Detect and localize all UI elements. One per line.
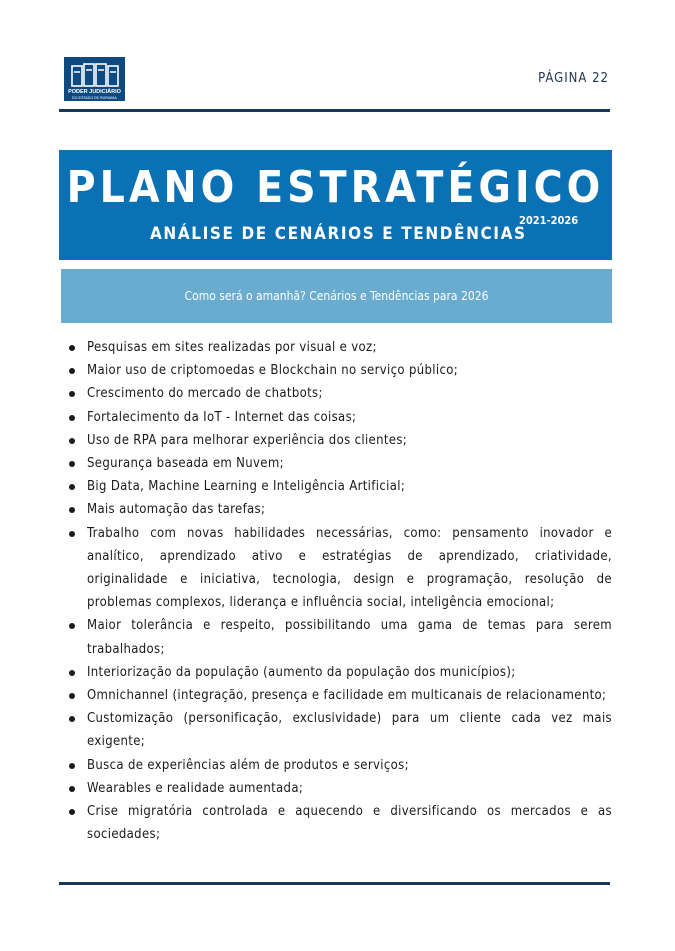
bullet-icon [69,716,75,722]
section-heading: Como será o amanhã? Cenários e Tendências para 2026 [61,269,612,323]
list-item-text: Uso de RPA para melhorar experiência dos clientes; [87,432,408,448]
list-item-text: Omnichannel (integração, presença e facilidade em multicanais de relacionamento; [87,688,607,704]
bullet-icon [69,507,75,513]
list-item [59,429,612,452]
list-item [59,522,612,615]
list-item [59,452,612,475]
list-item [59,475,612,498]
bullet-icon [69,438,75,444]
logo-line-2: DO ESTADO DE RORAIMA [72,95,117,100]
building-icon [69,62,121,88]
list-item-text: Customização (personificação, exclusividade) para um cliente cada vez mais exigente; [87,711,612,750]
list-item [59,406,612,429]
list-item-text: Big Data, Machine Learning e Inteligência Artificial; [87,479,406,495]
bullet-icon [69,786,75,792]
bullet-icon [69,531,75,537]
logo-line-1: PODER JUDICIÁRIO [68,89,121,95]
top-divider [59,109,610,112]
list-item-text: Fortalecimento da IoT - Internet das coisas; [87,409,357,425]
plan-years: 2021-2026 [519,214,579,227]
bullet-icon [69,809,75,815]
bottom-divider [59,882,610,885]
list-item [59,684,612,707]
page-number: PÁGINA 22 [538,71,609,86]
list-item-text: Mais automação das tarefas; [87,502,266,518]
list-item-text: Pesquisas em sites realizadas por visual e voz; [87,340,377,355]
list-item [59,614,612,660]
bullet-icon [69,623,75,629]
list-item [59,336,612,359]
list-item-text: Segurança baseada em Nuvem; [87,456,284,472]
list-item-text: Busca de experiências além de produtos e serviços; [87,757,409,773]
list-item [59,777,612,800]
bullet-icon [69,415,75,421]
list-item-text: Maior tolerância e respeito, possibilitando uma gama de temas para serem trabalhados; [87,618,612,657]
list-item [59,661,612,684]
list-item-text: Maior uso de criptomoedas e Blockchain no serviço público; [87,363,459,379]
list-item-text: Wearables e realidade aumentada; [87,780,304,796]
list-item [59,498,612,521]
bullet-icon [69,461,75,467]
court-logo [64,57,125,101]
bullet-icon [69,670,75,676]
list-item-text: Interiorização da população (aumento da população dos municípios); [87,664,516,680]
document-title: PLANO ESTRATÉGICO [66,162,605,213]
bullet-icon [69,368,75,374]
bullet-icon [69,763,75,769]
list-item-text: Crescimento do mercado de chatbots; [87,386,323,402]
list-item [59,754,612,777]
list-item [59,382,612,405]
document-subtitle: ANÁLISE DE CENÁRIOS E TENDÊNCIAS [150,224,527,244]
bullet-icon [69,693,75,699]
list-item-text: Trabalho com novas habilidades necessárias, como: pensamento inovador e analítico, aprendizado ativo e estratégias de aprendizado, criatividade, originalidade e iniciativa, tecnologia, design e programação, resolução de problemas complexos, liderança e influência social, inteligência emocional; [87,525,612,611]
list-item [59,359,612,382]
bullet-icon [69,391,75,397]
list-item [59,800,612,846]
list-item [59,707,612,753]
list-item-text: Crise migratória controlada e aquecendo e diversificando os mercados e as sociedades; [87,804,612,843]
title-banner [59,150,612,260]
trend-list [59,336,612,846]
bullet-icon [69,484,75,490]
bullet-icon [69,345,75,351]
